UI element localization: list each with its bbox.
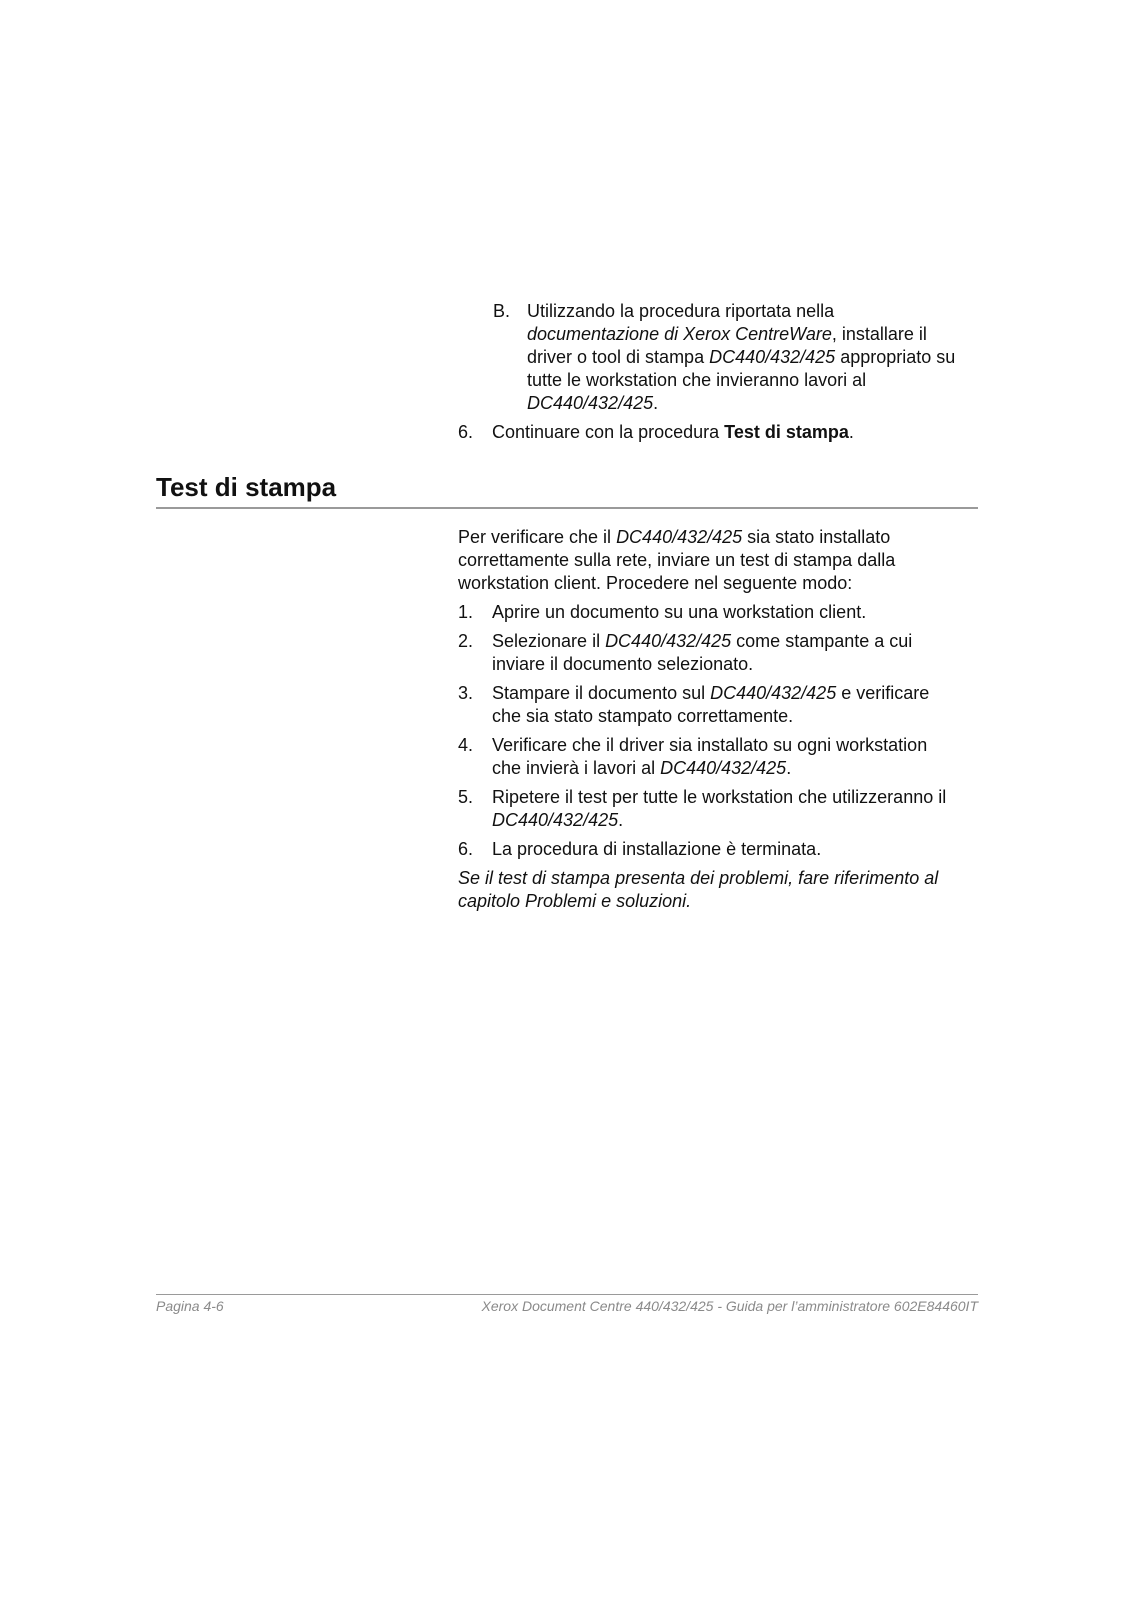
step-marker: 4. — [458, 735, 474, 755]
footer-document-title: Xerox Document Centre 440/432/425 - Guida per l’amministratore 602E84460IT — [481, 1298, 978, 1314]
line — [492, 734, 972, 757]
text: La procedura di installazione è terminata. — [492, 839, 822, 859]
italic-text: DC440/432/425 — [710, 683, 837, 703]
text: e verificare — [836, 683, 930, 703]
line: Se il test di stampa presenta dei problemi, fare riferimento al — [458, 868, 939, 888]
line — [492, 705, 972, 728]
footer-page-number: Pagina 4-6 — [156, 1298, 224, 1314]
text: Stampare il documento sul — [492, 683, 711, 703]
text: che invierà i lavori al — [492, 758, 661, 778]
italic-text: DC440/432/425 — [660, 758, 787, 778]
text: come stampante a cui — [731, 631, 913, 651]
step-3 — [458, 682, 978, 728]
step-marker: 1. — [458, 602, 474, 622]
section-title: Test di stampa — [156, 472, 337, 502]
line — [458, 572, 978, 595]
text: che sia stato stampato correttamente. — [492, 706, 794, 726]
bold-text: Test di stampa — [724, 422, 849, 442]
line — [527, 369, 987, 392]
text: sia stato installato — [742, 527, 891, 547]
line — [458, 549, 978, 572]
line — [492, 757, 972, 780]
footer-divider — [156, 1294, 978, 1295]
line — [527, 323, 987, 346]
list-item-6 — [458, 421, 978, 444]
text: . — [786, 758, 792, 778]
note-paragraph — [458, 867, 978, 913]
step-marker: 2. — [458, 631, 474, 651]
text: correttamente sulla rete, inviare un test di stampa dalla — [458, 550, 896, 570]
text: Aprire un documento su una workstation client. — [492, 602, 867, 622]
text: Ripetere il test per tutte le workstation che utilizzeranno il — [492, 787, 947, 807]
line — [527, 392, 987, 415]
text: . — [618, 810, 624, 830]
step-2 — [458, 630, 978, 676]
italic-text: DC440/432/425 — [492, 810, 619, 830]
list-item-text — [492, 421, 972, 444]
section-divider — [156, 507, 978, 509]
line — [492, 786, 978, 809]
text: driver o tool di stampa — [527, 347, 710, 367]
intro-paragraph — [458, 526, 978, 595]
text: Continuare con la procedura — [492, 422, 725, 442]
text: appropriato su — [835, 347, 956, 367]
step-marker: 3. — [458, 683, 474, 703]
italic-text: DC440/432/425 — [605, 631, 732, 651]
list-item-b — [493, 300, 983, 415]
line — [492, 682, 972, 705]
line — [527, 300, 987, 323]
text: Verificare che il driver sia installato su ogni workstation — [492, 735, 928, 755]
line — [492, 809, 978, 832]
line: capitolo Problemi e soluzioni. — [458, 891, 692, 911]
list-marker: B. — [493, 301, 511, 321]
text: , installare il — [831, 324, 927, 344]
text: Selezionare il — [492, 631, 606, 651]
text: tutte le workstation che invieranno lavori al — [527, 370, 867, 390]
text: inviare il documento selezionato. — [492, 654, 754, 674]
line — [458, 526, 978, 549]
step-marker: 5. — [458, 787, 474, 807]
list-item-text — [527, 300, 987, 415]
step-text — [492, 786, 978, 832]
text: workstation client. Procedere nel seguente modo: — [458, 573, 853, 593]
step-text — [492, 838, 972, 861]
step-4 — [458, 734, 978, 780]
step-5 — [458, 786, 978, 832]
italic-text: DC440/432/425 — [616, 527, 743, 547]
italic-text: DC440/432/425 — [709, 347, 836, 367]
line — [527, 346, 987, 369]
step-text — [492, 630, 972, 676]
step-marker: 6. — [458, 839, 474, 859]
text: Per verificare che il — [458, 527, 617, 547]
text: Utilizzando la procedura riportata nella — [527, 301, 835, 321]
step-1 — [458, 601, 978, 624]
step-text — [492, 734, 972, 780]
line — [492, 630, 972, 653]
italic-text: DC440/432/425 — [527, 393, 654, 413]
italic-text: documentazione di Xerox CentreWare — [527, 324, 832, 344]
step-text — [492, 682, 972, 728]
text: . — [848, 422, 854, 442]
line — [492, 653, 972, 676]
step-text — [492, 601, 972, 624]
step-6 — [458, 838, 978, 861]
list-marker: 6. — [458, 422, 474, 442]
text: . — [653, 393, 659, 413]
